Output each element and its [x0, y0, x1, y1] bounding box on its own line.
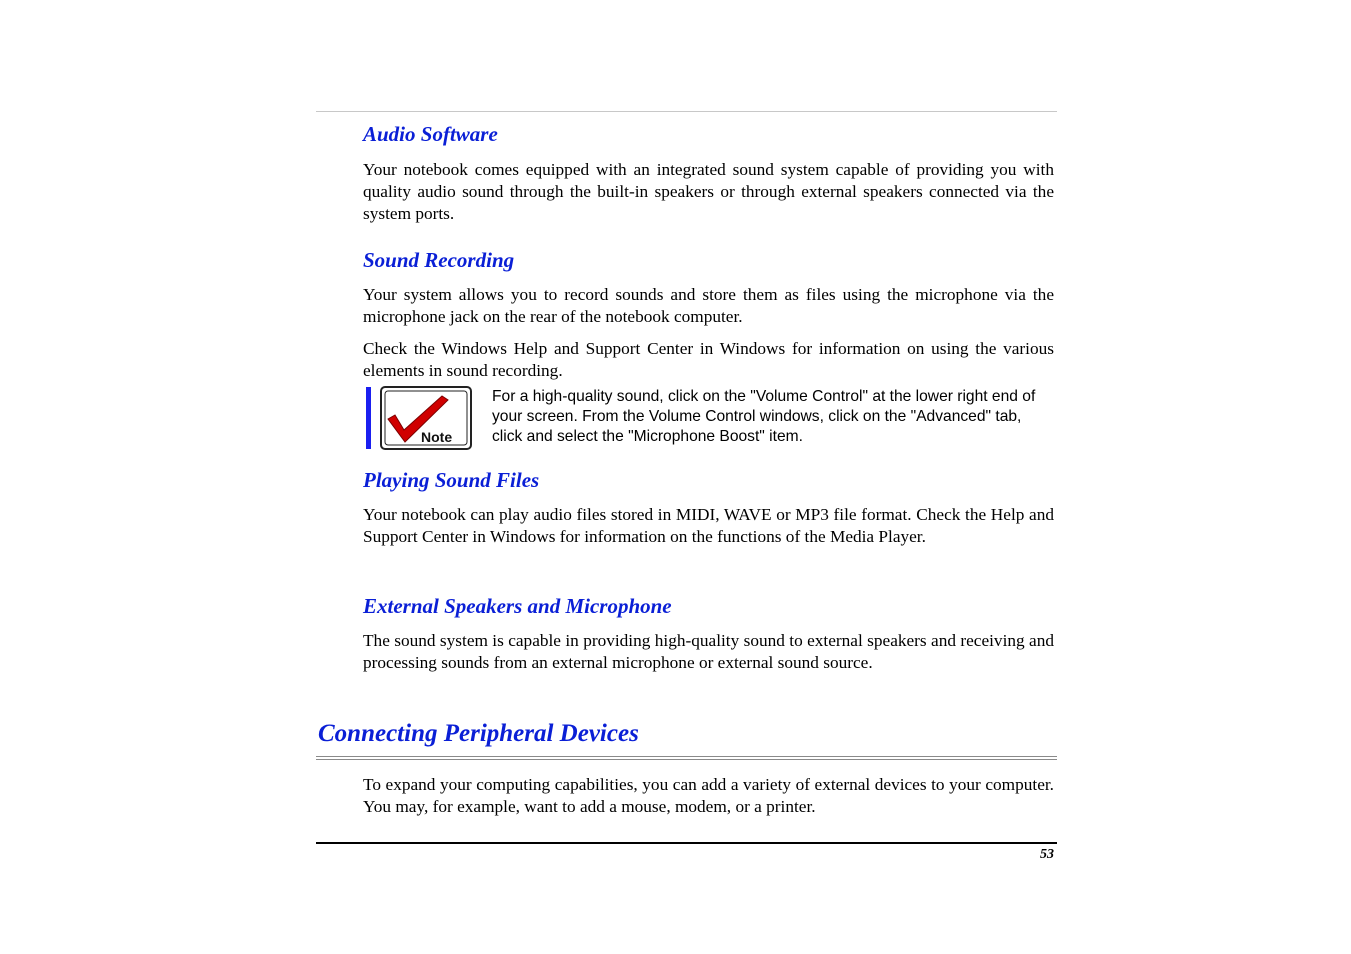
chapter-paragraph: To expand your computing capabilities, you can add a variety of external devices to your computer. You may, for example, want to add a mouse, modem, or a printer.: [363, 775, 1054, 816]
footer-rule: [316, 842, 1057, 844]
note-icon-label: Note: [421, 429, 453, 445]
heading-external-speakers: External Speakers and Microphone: [363, 594, 672, 618]
paragraph-audio-software: Your notebook comes equipped with an integrated sound system capable of providing you with quality audio sound through the built-in speakers or through external speakers connected via the system ports.: [363, 160, 1054, 223]
top-rule: [316, 111, 1057, 112]
paragraph-sound-recording-2: Check the Windows Help and Support Center in Windows for information on using the various elements in sound recording.: [363, 339, 1054, 380]
page-number: 53: [1040, 847, 1054, 862]
heading-sound-recording: Sound Recording: [363, 248, 515, 272]
note-text: For a high-quality sound, click on the "Volume Control" at the lower right end of your screen. From the Volume Control windows, click on the "Advanced" tab, click and select the "Microphone Boost" item.: [492, 388, 1036, 445]
heading-playing-sound-files: Playing Sound Files: [363, 468, 540, 492]
chapter-heading: Connecting Peripheral Devices: [318, 720, 639, 747]
note-callout: [366, 386, 1056, 450]
paragraph-external-speakers: The sound system is capable in providing high-quality sound to external speakers and receiving and processing sounds from an external microphone or external sound source.: [363, 631, 1054, 672]
paragraph-sound-recording-1: Your system allows you to record sounds and store them as files using the microphone via the microphone jack on the rear of the notebook computer.: [363, 285, 1054, 326]
note-accent-bar: [366, 387, 371, 449]
paragraph-playing-sound-files: Your notebook can play audio files stored in MIDI, WAVE or MP3 file format. Check the Help and Support Center in Windows for information on the functions of the Media Player.: [363, 505, 1054, 546]
checkmark-note-icon: [380, 386, 472, 450]
chapter-rule: [316, 756, 1057, 760]
heading-audio-software: Audio Software: [363, 122, 498, 146]
